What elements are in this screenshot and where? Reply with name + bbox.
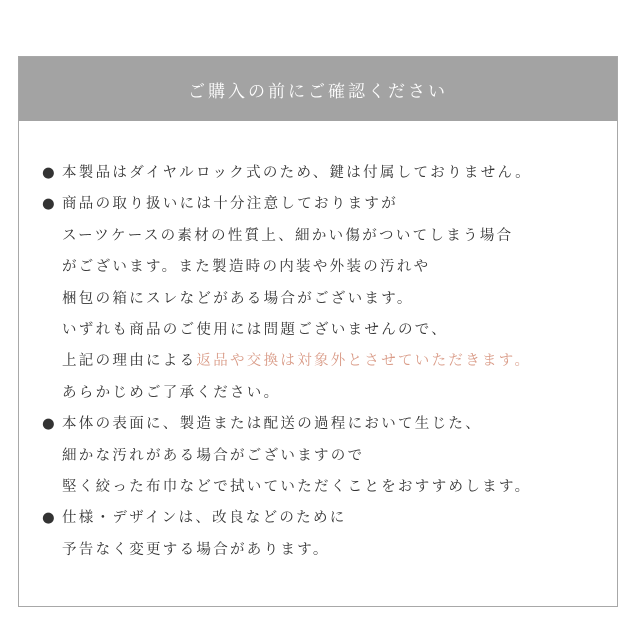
note-continuation <box>42 346 617 377</box>
note-item-dial-lock <box>42 158 617 189</box>
note-continuation <box>42 441 617 472</box>
note-continuation <box>42 252 617 283</box>
notice-header <box>19 57 617 121</box>
note-text: 堅く絞った布巾などで拭いていただくことをおすすめします。 <box>62 478 532 495</box>
note-text: 予告なく変更する場合があります。 <box>62 541 330 558</box>
note-text: 本製品はダイヤルロック式のため、鍵は付属しておりません。 <box>62 165 532 181</box>
note-text: 梱包の箱にスレなどがある場合がございます。 <box>62 290 414 307</box>
note-continuation <box>42 284 617 315</box>
bullet-icon: ● <box>42 510 55 527</box>
note-text: 本体の表面に、製造または配送の過程において生じた、 <box>62 416 482 433</box>
note-text: あらかじめご了承ください。 <box>62 384 281 401</box>
notice-title: ご購入の前にご確認ください <box>188 81 448 102</box>
notice-card <box>18 56 618 607</box>
note-continuation <box>42 221 617 252</box>
note-continuation <box>42 535 617 566</box>
note-text: 商品の取り扱いには十分注意しておりますが <box>62 196 398 213</box>
note-text: いずれも商品のご使用には問題ございませんので、 <box>62 321 449 338</box>
note-item-handling <box>42 189 617 220</box>
note-text: スーツケースの素材の性質上、細かい傷がついてしまう場合 <box>62 227 514 244</box>
note-item-surface-dirt <box>42 409 617 440</box>
returns-exclusion-text: 返品や交換は対象外とさせていただきます。 <box>196 353 532 370</box>
bullet-icon: ● <box>42 196 55 213</box>
note-continuation <box>42 378 617 409</box>
note-text: 上記の理由による <box>62 353 197 370</box>
notice-body <box>19 121 617 566</box>
note-item-spec-change <box>42 503 617 534</box>
bullet-icon: ● <box>42 416 55 433</box>
note-text: がございます。また製造時の内装や外装の汚れや <box>62 259 431 276</box>
bullet-icon: ● <box>42 165 55 181</box>
note-continuation <box>42 472 617 503</box>
note-continuation <box>42 315 617 346</box>
note-text: 仕様・デザインは、改良などのために <box>62 510 347 527</box>
note-text: 細かな汚れがある場合がございますので <box>62 447 365 464</box>
